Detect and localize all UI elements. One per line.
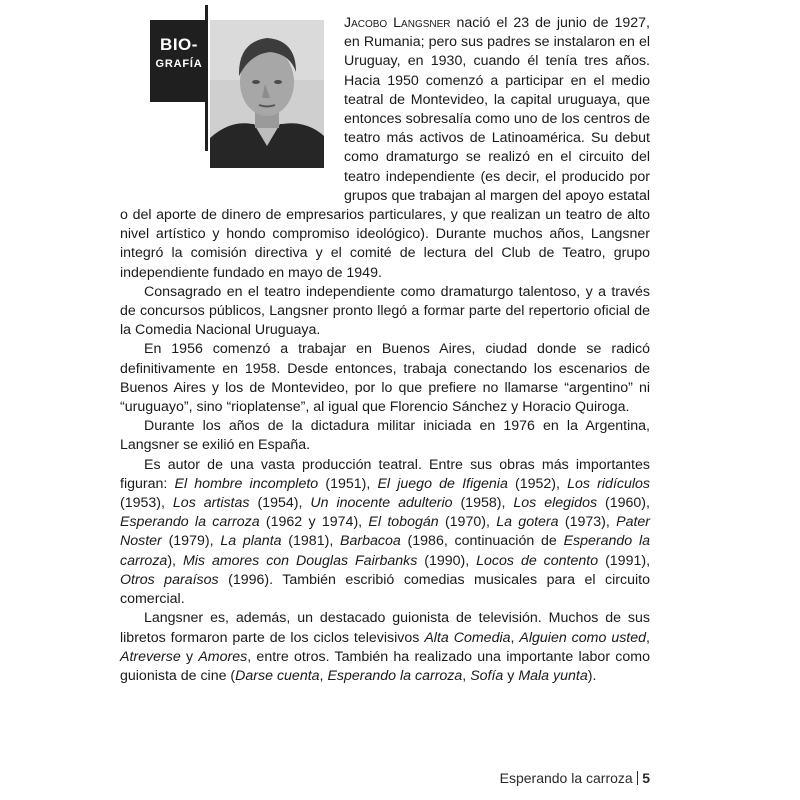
work-title: La planta: [220, 533, 282, 550]
work-title: El juego de Ifigenia: [377, 475, 508, 492]
work-title: Otros paraísos: [120, 571, 219, 588]
work-year: (1960),: [597, 495, 650, 512]
footer-divider: [637, 771, 639, 785]
work-title: Pater Noster: [120, 514, 651, 550]
work-year: (1979),: [161, 533, 221, 550]
work-title: El hombre incompleto: [174, 475, 319, 492]
work-year: (1991),: [598, 552, 651, 569]
portrait-spacer: [120, 14, 344, 188]
work-title: Esperando la carroza: [120, 533, 651, 569]
work-year: (1986, continuación de: [400, 533, 564, 550]
book-title: Esperando la carroza: [499, 770, 633, 786]
work-title: Locos de contento: [476, 552, 599, 569]
work-year: (1990),: [417, 552, 477, 569]
work-title: Mis amores con Douglas Fairbanks: [182, 552, 418, 569]
film-title: Sofía: [470, 667, 504, 684]
film-title: Mala yunta: [518, 667, 588, 684]
work-year: (1952),: [507, 475, 568, 492]
author-name: Jacobo Langsner: [344, 15, 451, 31]
work-title: Esperando la carroza: [120, 514, 260, 531]
paragraph-3: En 1956 comenzó a trabajar en Buenos Aires, ciudad donde se radicó definitivamente en 1958. Desde entonces, trabaja conectando los escenarios de Buenos Aires y los de Montevideo, por lo que prefiere no llamarse “argentino” ni “uruguayo”, sino “rioplatense”, al igual que Florencio Sánchez y Horacio Quiroga.: [120, 341, 650, 416]
paragraph-5: [120, 456, 650, 610]
separator: , entre otros. También ha realizado una importante labor como guionista de cine (: [120, 648, 651, 684]
work-title: Un inocente adulterio: [310, 495, 453, 512]
work-title: El tobogán: [368, 514, 439, 531]
paragraph-2: Consagrado en el teatro independiente como dramaturgo talentoso, y a través de concursos públicos, Langsner pronto llegó a formar parte del repertorio oficial de la Comedia Nacional Uruguaya.: [120, 283, 650, 339]
work-year: (1958),: [452, 495, 514, 512]
separator: y: [503, 667, 519, 684]
page-footer: [500, 770, 650, 786]
work-year: ),: [167, 552, 183, 569]
tv-intro: Langsner es, además, un destacado guionista de televisión. Muchos de sus libretos formaron parte de los ciclos televisivos: [120, 610, 650, 646]
work-year: (1973),: [558, 514, 617, 531]
paragraph-1-text: nació el 23 de junio de 1927, en Rumania; pero sus padres se instalaron en el Uruguay, en 1930, cuando él tenía tres años. Hacia 1950 comenzó a participar en el medio teatral de Montevideo, la capital uruguaya, que entonces sobresalía como uno de los centros de teatro más activos de Latinoamérica. Su debut como dramaturgo se realizó en el circuito del teatro independiente (es decir, el producido por grupos que trabajan al margen del apoyo estatal o del aporte de dinero de empresarios particulares, y que realizan un teatro de alto nivel artístico y hondo compromiso ideológico). Durante muchos años, Langsner integró la comisión directiva y el comité de lectura del Club de Teatro, grupo independiente fundado en mayo de 1949.: [120, 15, 650, 281]
separator: ,: [646, 629, 650, 646]
tv-title: Alta Comedia: [424, 629, 511, 646]
film-title: Darse cuenta: [235, 667, 320, 684]
work-title: Los ridículos: [567, 475, 651, 492]
works-intro: Es autor de una vasta producción teatral. Entre sus obras más importantes figuran:: [120, 456, 650, 492]
separator: ,: [319, 667, 328, 684]
work-year: (1996). También escribió comedias musicales para el circuito comercial.: [120, 571, 650, 608]
paragraph-6: [120, 609, 650, 686]
work-title: Los elegidos: [513, 495, 598, 512]
work-year: (1970),: [438, 514, 497, 531]
separator: ,: [462, 667, 471, 684]
work-title: La gotera: [496, 514, 559, 531]
separator: ).: [587, 667, 597, 684]
biography-text: [120, 14, 650, 686]
separator: y: [180, 648, 199, 665]
work-title: Barbacoa: [340, 533, 401, 550]
tv-title: Atreverse: [120, 648, 181, 665]
badge-line-2: GRAFÍA: [155, 58, 203, 70]
tv-title: Amores: [198, 648, 248, 665]
separator: ,: [510, 629, 520, 646]
work-year: (1962 y 1974),: [259, 514, 369, 531]
work-title: Los artistas: [172, 495, 250, 512]
paragraph-4: Durante los años de la dictadura militar iniciada en 1976 en la Argentina, Langsner se exilió en España.: [120, 418, 650, 454]
work-year: (1981),: [281, 533, 341, 550]
work-year: (1954),: [249, 495, 311, 512]
film-title: Esperando la carroza: [327, 667, 463, 684]
page-number: 5: [642, 770, 650, 786]
badge-line-1: BIO-: [160, 35, 198, 54]
tv-title: Alguien como usted: [519, 629, 647, 646]
work-year: (1953),: [120, 495, 173, 512]
work-year: (1951),: [318, 475, 378, 492]
